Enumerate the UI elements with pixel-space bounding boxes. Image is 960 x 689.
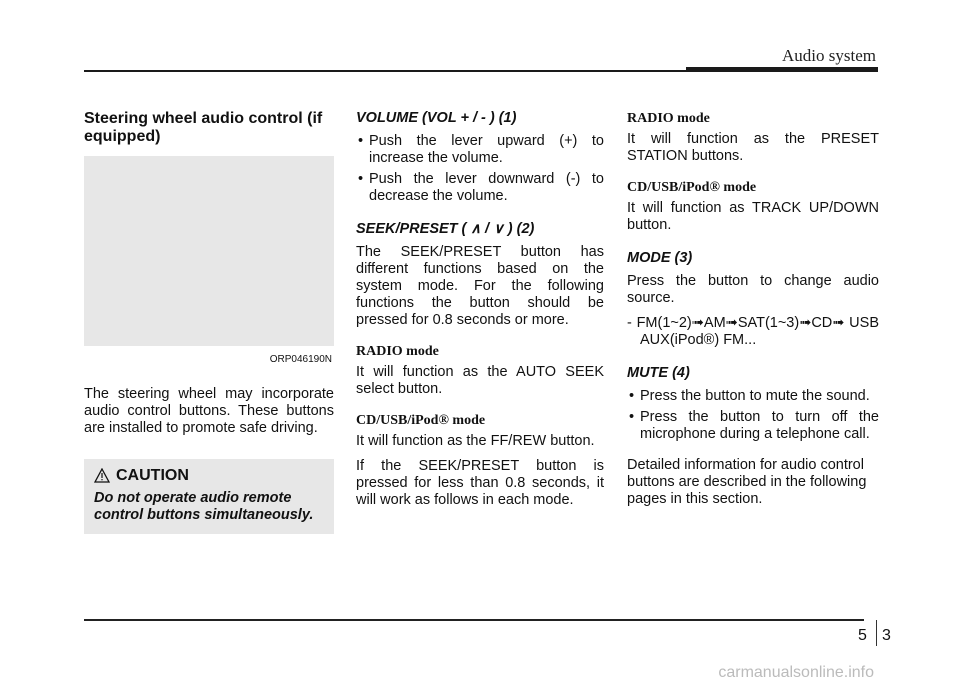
section-title: Steering wheel audio control (if equipped) [84, 110, 323, 145]
left-column [84, 110, 334, 534]
radio-mode-text: It will function as the AUTO SEEK select button. [356, 364, 604, 397]
seek-paragraph: The SEEK/PRESET button has different functions based on the system mode. For the following functions the button should be pressed for 0.8 seconds or more. [356, 244, 604, 328]
caution-text: Do not operate audio remote control buttons simultaneously. [94, 490, 314, 523]
page-number-separator [876, 620, 877, 646]
cd-mode-label: CD/USB/iPod® mode [356, 413, 486, 428]
cd-mode-text: It will function as TRACK UP/DOWN button. [627, 200, 879, 233]
footer-rule [84, 619, 864, 621]
radio-mode-label: RADIO mode [627, 111, 710, 126]
cd-mode-text: It will function as the FF/REW button. [356, 433, 595, 449]
volume-heading: VOLUME (VOL + / - ) (1) [356, 110, 517, 126]
mute-heading: MUTE (4) [627, 365, 690, 381]
watermark: carmanualsonline.info [718, 664, 874, 681]
caution-title: CAUTION [116, 467, 189, 484]
mute-list [627, 388, 879, 443]
mode-heading: MODE (3) [627, 250, 693, 266]
steering-wheel-figure [84, 156, 334, 365]
caution-header [94, 467, 324, 484]
list-item: • Push the lever upward (+) to increase the volume. [356, 133, 604, 167]
middle-column [356, 110, 604, 517]
right-column [627, 110, 879, 516]
warning-triangle-icon [94, 468, 110, 483]
mode-paragraph: Press the button to change audio source. [627, 273, 879, 306]
list-item: • Press the button to mute the sound. [627, 388, 879, 405]
volume-list [356, 133, 604, 205]
page-number: 3 [882, 627, 891, 644]
list-item: • Push the lever downward (-) to decrease the volume. [356, 171, 604, 205]
caution-box [84, 459, 334, 534]
mode-sequence: - FM(1~2)➟AM➟SAT(1~3)➟CD➟ USB AUX(iPod®) FM... [627, 315, 879, 348]
list-item: • Press the button to turn off the microphone during a telephone call. [627, 409, 879, 443]
radio-mode-label: RADIO mode [356, 344, 439, 359]
header-rule-accent [686, 67, 878, 72]
detail-paragraph: Detailed information for audio control buttons are described in the following pages in this section. [627, 457, 867, 507]
page-header-title: Audio system [782, 46, 876, 65]
figure-caption: ORP046190N [269, 354, 332, 365]
radio-mode-text: It will function as the PRESET STATION buttons. [627, 131, 879, 164]
cd-mode-label: CD/USB/iPod® mode [627, 180, 757, 195]
short-press-paragraph: If the SEEK/PRESET button is pressed for less than 0.8 seconds, it will work as follows in each mode. [356, 458, 604, 508]
intro-paragraph: The steering wheel may incorporate audio control buttons. These buttons are installed to promote safe driving. [84, 386, 334, 436]
chapter-number: 5 [858, 627, 867, 644]
seek-heading: SEEK/PRESET ( ∧ / ∨ ) (2) [356, 221, 535, 237]
